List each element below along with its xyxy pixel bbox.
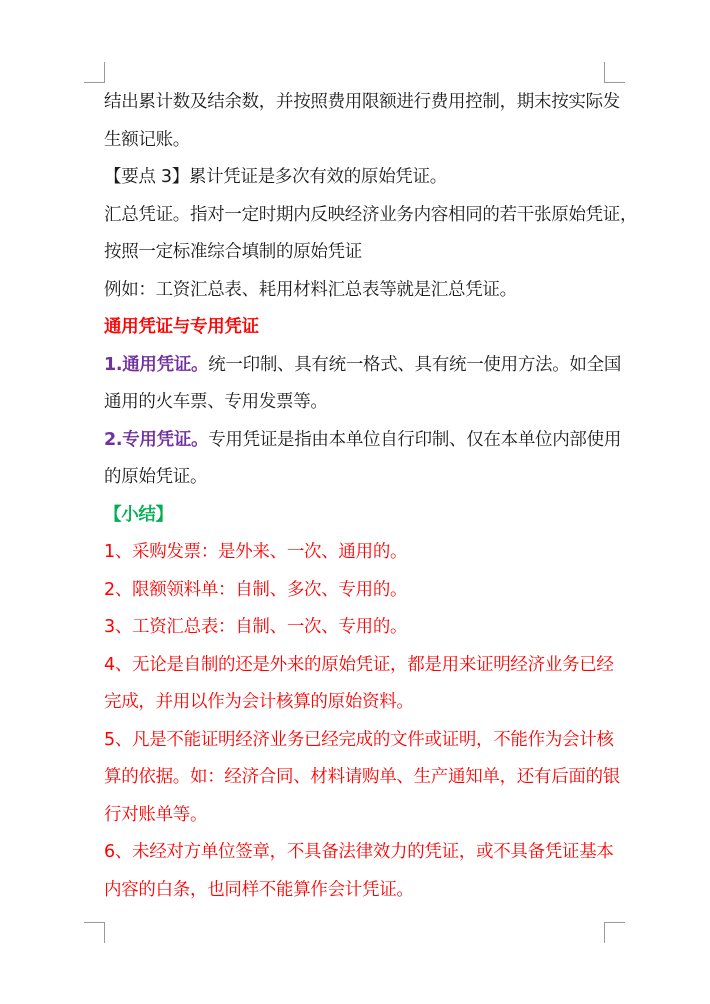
paragraph-line: 通用的火车票、专用发票等。 xyxy=(104,392,328,412)
summary-line: 算的依据。如：经济合同、材料请购单、生产通知单，还有后面的银 xyxy=(104,767,620,787)
section-heading: 通用凭证与专用凭证 xyxy=(104,317,259,337)
summary-line: 6、未经对方单位签章，不具备法律效力的凭证，或不具备凭证基本 xyxy=(104,842,614,862)
paragraph-line: 生额记账。 xyxy=(104,129,190,150)
document-body xyxy=(104,84,638,909)
paragraph-line: 例如：工资汇总表、耗用材料汇总表等就是汇总凭证。 xyxy=(104,279,517,300)
paragraph-line: 结出累计数及结余数，并按照费用限额进行费用控制，期末按实际发 xyxy=(104,92,620,112)
page-corner-mark-top-left xyxy=(84,62,105,83)
summary-line: 内容的白条，也同样不能算作会计凭证。 xyxy=(104,879,414,900)
page-corner-mark-top-right xyxy=(604,62,625,83)
special-voucher-text: 专用凭证是指由本单位自行印制、仅在本单位内部使用 xyxy=(208,429,622,450)
summary-line: 1、采购发票：是外来、一次、通用的。 xyxy=(104,542,408,562)
paragraph-line: 按照一定标准综合填制的原始凭证 xyxy=(104,242,362,262)
paragraph-line: 的原始凭证。 xyxy=(104,467,208,487)
summary-line: 3、工资汇总表：自制、一次、专用的。 xyxy=(104,617,408,637)
general-voucher-label: 1.通用凭证。 xyxy=(104,354,209,375)
general-voucher-line xyxy=(104,347,624,385)
special-voucher-line xyxy=(104,422,624,460)
summary-line: 完成，并用以作为会计核算的原始资料。 xyxy=(104,692,414,712)
general-voucher-text: 统一印制、具有统一格式、具有统一使用方法。如全国 xyxy=(208,354,622,375)
special-voucher-label: 2.专用凭证。 xyxy=(104,429,209,450)
page-corner-mark-bottom-right xyxy=(604,922,625,943)
summary-heading: 【小结】 xyxy=(104,504,173,525)
page-corner-mark-bottom-left xyxy=(84,922,105,943)
key-point-3: 【要点 3】累计凭证是多次有效的原始凭证。 xyxy=(104,167,447,187)
paragraph-line: 汇总凭证。指对一定时期内反映经济业务内容相同的若干张原始凭证， xyxy=(104,204,638,225)
summary-line: 行对账单等。 xyxy=(104,804,208,825)
summary-line: 2、限额领料单：自制、多次、专用的。 xyxy=(104,579,408,600)
summary-line: 4、无论是自制的还是外来的原始凭证，都是用来证明经济业务已经 xyxy=(104,654,614,675)
summary-line: 5、凡是不能证明经济业务已经完成的文件或证明，不能作为会计核 xyxy=(104,729,614,750)
